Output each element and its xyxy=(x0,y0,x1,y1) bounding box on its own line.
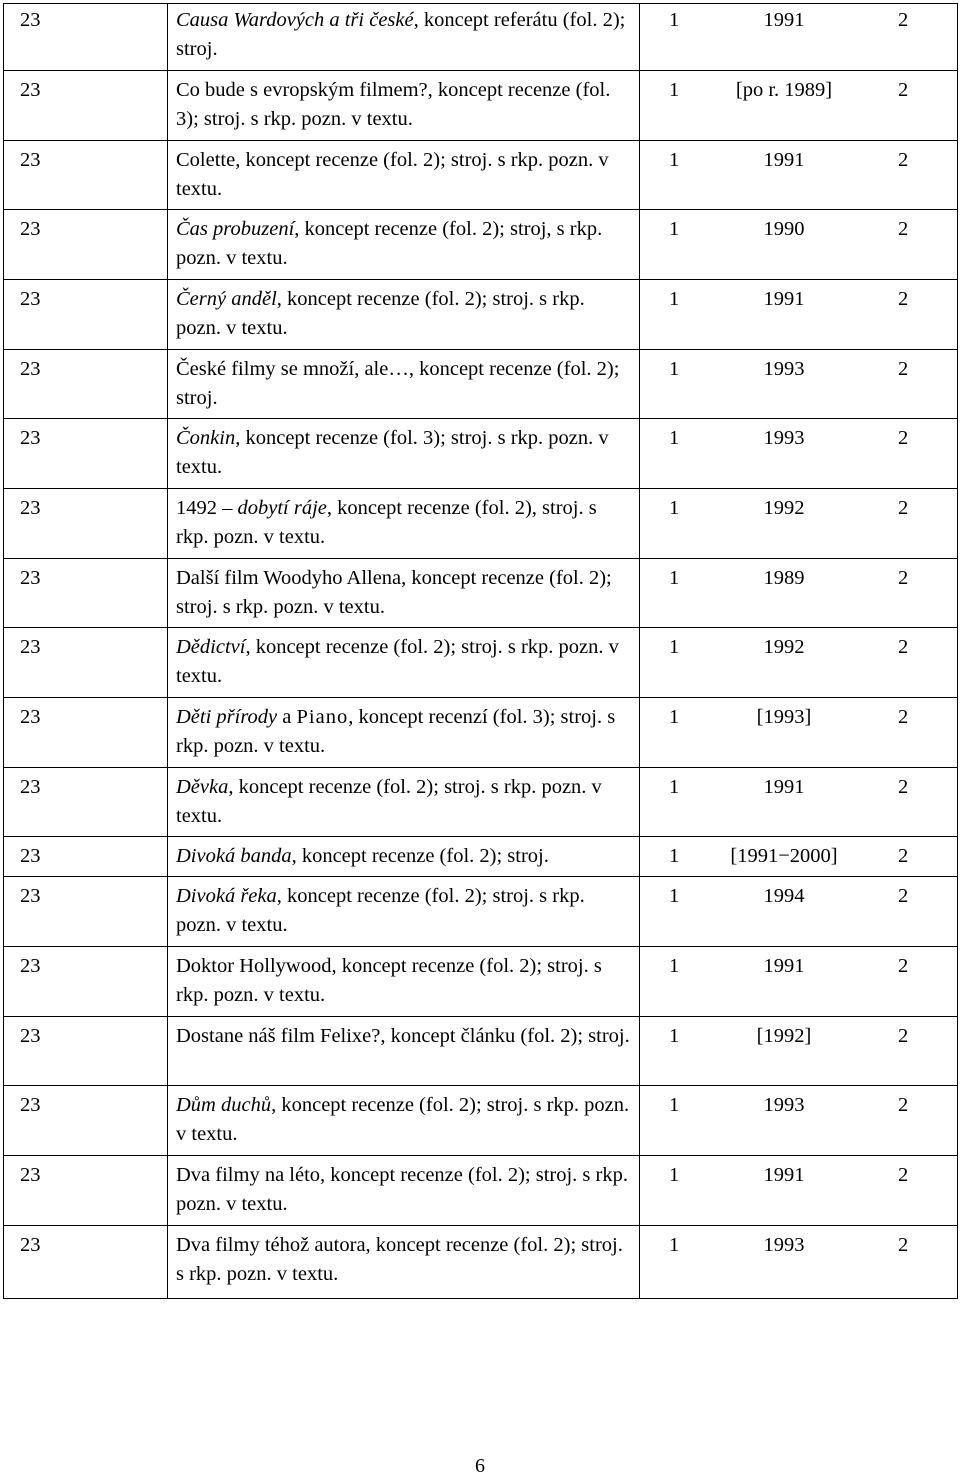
item-year: 1990 xyxy=(763,218,805,240)
row-divider xyxy=(3,488,958,489)
item-count: 1 xyxy=(669,885,680,907)
item-sheets: 2 xyxy=(898,567,909,589)
row-divider xyxy=(3,349,958,350)
row-divider xyxy=(3,558,958,559)
row-divider xyxy=(3,140,958,141)
item-count: 1 xyxy=(669,776,680,798)
box-number: 23 xyxy=(20,955,41,977)
item-year: [1992] xyxy=(756,1025,812,1047)
box-number: 23 xyxy=(20,9,41,31)
item-count: 1 xyxy=(669,636,680,658)
row-divider xyxy=(3,279,958,280)
item-sheets: 2 xyxy=(898,9,909,31)
row-divider xyxy=(3,418,958,419)
row-divider xyxy=(3,876,958,877)
item-count: 1 xyxy=(669,1164,680,1186)
item-year: [1991−2000] xyxy=(730,845,838,867)
item-year: 1991 xyxy=(763,776,805,798)
box-number: 23 xyxy=(20,1234,41,1256)
item-count: 1 xyxy=(669,1234,680,1256)
item-title: Divoká řeka, koncept recenze (fol. 2); stroj. s rkp. pozn. v textu. xyxy=(176,885,585,936)
item-sheets: 2 xyxy=(898,706,909,728)
item-count: 1 xyxy=(669,218,680,240)
item-sheets: 2 xyxy=(898,1164,909,1186)
box-number: 23 xyxy=(20,1094,41,1116)
item-title: Dostane náš film Felixe?, koncept článku (fol. 2); stroj. xyxy=(176,1025,630,1047)
row-divider xyxy=(3,1155,958,1156)
row-divider xyxy=(3,209,958,210)
row-divider xyxy=(3,1085,958,1086)
item-sheets: 2 xyxy=(898,288,909,310)
item-count: 1 xyxy=(669,706,680,728)
item-count: 1 xyxy=(669,845,680,867)
row-divider xyxy=(3,767,958,768)
item-sheets: 2 xyxy=(898,497,909,519)
item-count: 1 xyxy=(669,427,680,449)
item-sheets: 2 xyxy=(898,955,909,977)
box-number: 23 xyxy=(20,149,41,171)
item-count: 1 xyxy=(669,1094,680,1116)
item-sheets: 2 xyxy=(898,358,909,380)
item-count: 1 xyxy=(669,497,680,519)
item-year: 1991 xyxy=(763,1164,805,1186)
box-number: 23 xyxy=(20,497,41,519)
row-divider xyxy=(3,627,958,628)
box-number: 23 xyxy=(20,1025,41,1047)
item-title: Děti přírody a Piano, koncept recenzí (fol. 3); stroj. s rkp. pozn. v textu. xyxy=(176,706,616,757)
item-title: Děvka, koncept recenze (fol. 2); stroj. s rkp. pozn. v textu. xyxy=(176,776,602,827)
box-number: 23 xyxy=(20,358,41,380)
item-year: 1993 xyxy=(763,358,805,380)
box-number: 23 xyxy=(20,1164,41,1186)
row-divider xyxy=(3,1016,958,1017)
page-number: 6 xyxy=(475,1455,485,1477)
item-title: Další film Woodyho Allena, koncept recenze (fol. 2); stroj. s rkp. pozn. v textu. xyxy=(176,567,612,618)
item-year: 1991 xyxy=(763,955,805,977)
row-divider xyxy=(3,836,958,837)
item-sheets: 2 xyxy=(898,427,909,449)
item-title: Čas probuzení, koncept recenze (fol. 2); stroj, s rkp. pozn. v textu. xyxy=(176,218,603,269)
box-number: 23 xyxy=(20,218,41,240)
item-count: 1 xyxy=(669,288,680,310)
item-title: Doktor Hollywood, koncept recenze (fol. 2); stroj. s rkp. pozn. v textu. xyxy=(176,955,602,1006)
row-divider xyxy=(3,70,958,71)
item-title: Causa Wardových a tři české, koncept referátu (fol. 2); stroj. xyxy=(176,9,626,60)
item-title: Černý anděl, koncept recenze (fol. 2); stroj. s rkp. pozn. v textu. xyxy=(176,288,585,339)
item-count: 1 xyxy=(669,149,680,171)
box-number: 23 xyxy=(20,567,41,589)
box-number: 23 xyxy=(20,706,41,728)
item-year: 1992 xyxy=(763,636,805,658)
item-year: 1994 xyxy=(763,885,805,907)
column-divider xyxy=(167,3,168,1299)
row-divider xyxy=(3,946,958,947)
item-year: 1991 xyxy=(763,149,805,171)
item-year: 1993 xyxy=(763,1234,805,1256)
item-title: Čonkin, koncept recenze (fol. 3); stroj. s rkp. pozn. v textu. xyxy=(176,427,609,478)
item-sheets: 2 xyxy=(898,1025,909,1047)
item-title: Co bude s evropským filmem?, koncept recenze (fol. 3); stroj. s rkp. pozn. v textu. xyxy=(176,79,611,130)
box-number: 23 xyxy=(20,845,41,867)
item-year: 1993 xyxy=(763,1094,805,1116)
item-count: 1 xyxy=(669,955,680,977)
item-title: 1492 – dobytí ráje, koncept recenze (fol. 2), stroj. s rkp. pozn. v textu. xyxy=(176,497,597,548)
item-title: Dědictví, koncept recenze (fol. 2); stroj. s rkp. pozn. v textu. xyxy=(176,636,619,687)
item-sheets: 2 xyxy=(898,776,909,798)
box-number: 23 xyxy=(20,885,41,907)
item-count: 1 xyxy=(669,79,680,101)
item-sheets: 2 xyxy=(898,1094,909,1116)
row-divider xyxy=(3,697,958,698)
box-number: 23 xyxy=(20,636,41,658)
column-divider xyxy=(639,3,640,1299)
item-count: 1 xyxy=(669,1025,680,1047)
item-year: 1991 xyxy=(763,9,805,31)
item-sheets: 2 xyxy=(898,149,909,171)
item-sheets: 2 xyxy=(898,885,909,907)
box-number: 23 xyxy=(20,427,41,449)
item-count: 1 xyxy=(669,567,680,589)
item-sheets: 2 xyxy=(898,845,909,867)
item-title: Dva filmy na léto, koncept recenze (fol. 2); stroj. s rkp. pozn. v textu. xyxy=(176,1164,628,1215)
item-count: 1 xyxy=(669,358,680,380)
box-number: 23 xyxy=(20,79,41,101)
item-year: 1989 xyxy=(763,567,805,589)
item-year: 1991 xyxy=(763,288,805,310)
item-year: [po r. 1989] xyxy=(735,79,833,101)
item-year: 1993 xyxy=(763,427,805,449)
item-sheets: 2 xyxy=(898,1234,909,1256)
item-sheets: 2 xyxy=(898,636,909,658)
item-year: 1992 xyxy=(763,497,805,519)
item-sheets: 2 xyxy=(898,79,909,101)
item-year: [1993] xyxy=(756,706,812,728)
item-title: Dva filmy téhož autora, koncept recenze (fol. 2); stroj. s rkp. pozn. v textu. xyxy=(176,1234,623,1285)
box-number: 23 xyxy=(20,288,41,310)
item-title: České filmy se množí, ale…, koncept recenze (fol. 2); stroj. xyxy=(176,358,620,409)
box-number: 23 xyxy=(20,776,41,798)
item-count: 1 xyxy=(669,9,680,31)
item-title: Divoká banda, koncept recenze (fol. 2); stroj. xyxy=(176,845,549,867)
item-sheets: 2 xyxy=(898,218,909,240)
item-title: Dům duchů, koncept recenze (fol. 2); stroj. s rkp. pozn. v textu. xyxy=(176,1094,630,1145)
row-divider xyxy=(3,1225,958,1226)
item-title: Colette, koncept recenze (fol. 2); stroj. s rkp. pozn. v textu. xyxy=(176,149,609,200)
